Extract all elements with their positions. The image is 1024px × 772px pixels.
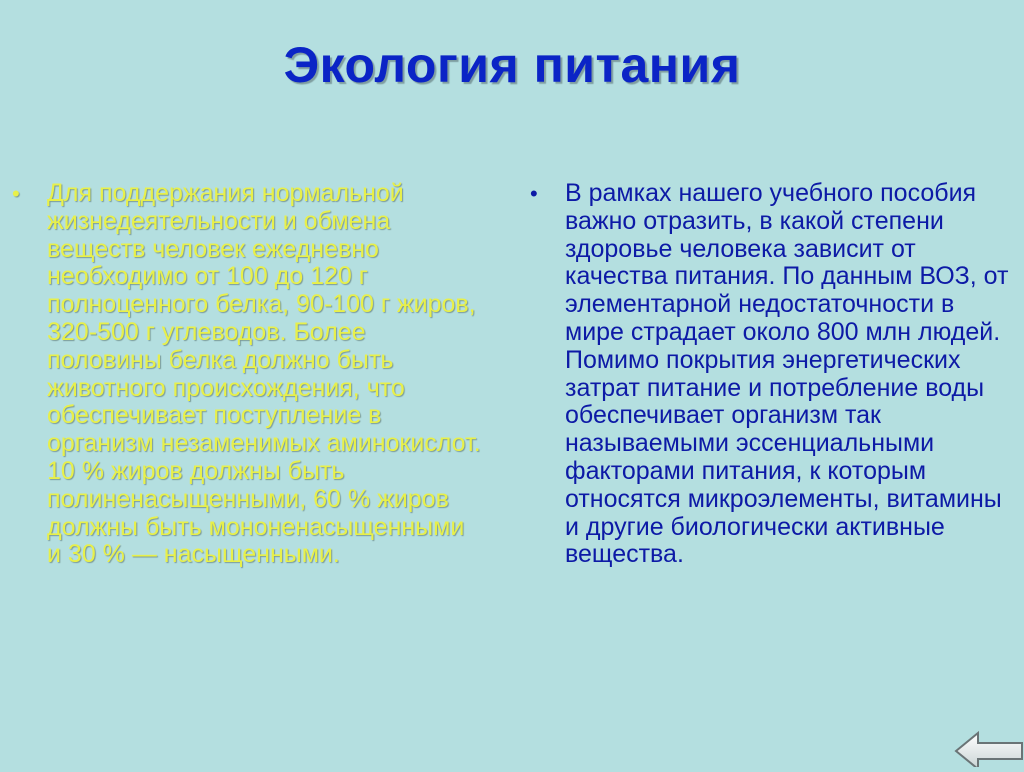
right-column-text: В рамках нашего учебного пособия важно отразить, в какой степени здоровье человека зависит от качества питания. По данным ВОЗ, от элементарной недостаточности в мире страдает около 800 млн людей. Помимо покрытия энергетических затрат питание и потребление воды обеспечивает организм так называемыми эссенциальными факторами питания, к которым относятся микроэлементы, витамины и другие биологически активные вещества. [565, 179, 1009, 569]
arrow-left-icon [952, 727, 1024, 767]
bullet-icon: • [12, 181, 20, 206]
bullet-icon: • [530, 181, 538, 206]
left-bullet-item [12, 180, 482, 569]
back-arrow-button[interactable] [952, 727, 1024, 767]
slide-title: Экология питания [283, 37, 741, 93]
right-bullet-item [530, 180, 1010, 569]
left-column-text: Для поддержания нормальной жизнедеятельности и обмена веществ человек ежедневно необходимо от 100 до 120 г полноценного белка, 90-100 г жиров, 320-500 г углеводов. Более половины белка должно быть животного происхождения, что обеспечивает поступление в организм незаменимых аминокислот. 10 % жиров должны быть полиненасыщенными, 60 % жиров должны быть мононенасыщенными и 30 % — насыщенными. [47, 179, 481, 569]
right-column [530, 180, 1010, 569]
left-column [12, 180, 482, 569]
